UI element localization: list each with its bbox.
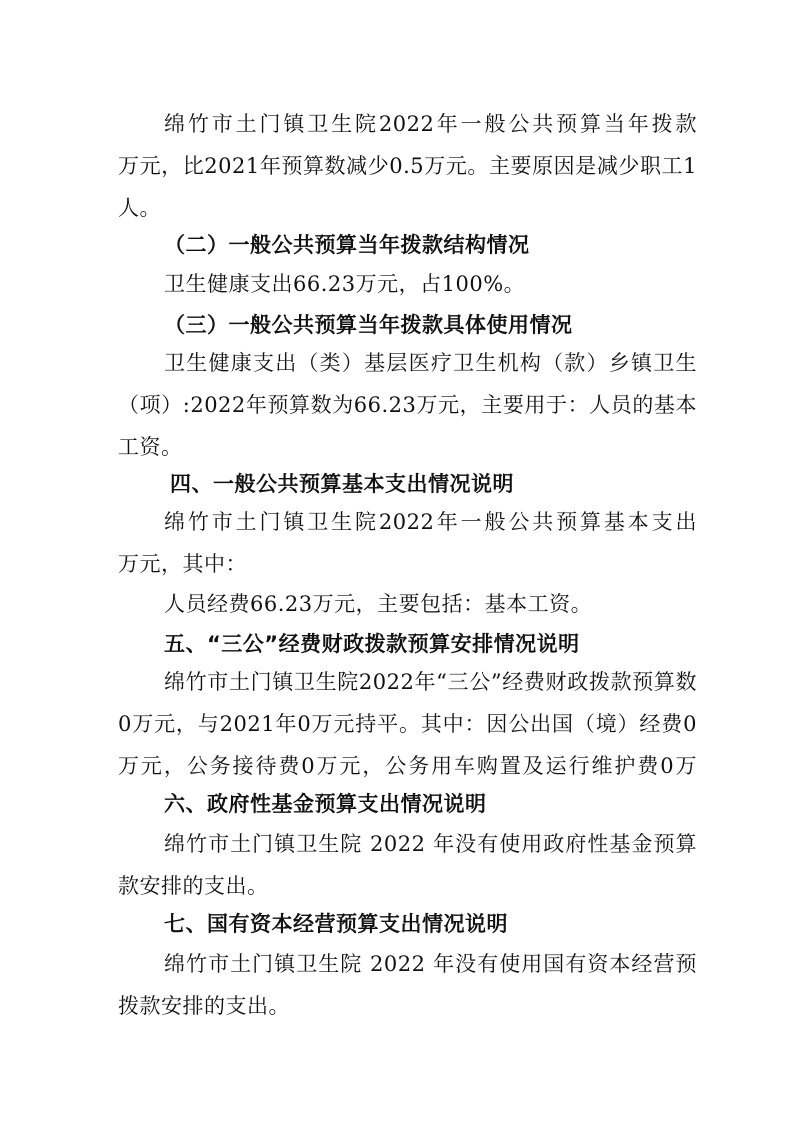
- section-heading: 六、政府性基金预算支出情况说明: [164, 792, 487, 816]
- section-heading: 五、“三公”经费财政拨款预算安排情况说明: [164, 632, 580, 656]
- paragraph-line: 绵竹市土门镇卫生院2022年一般公共预算基本支出: [164, 510, 697, 534]
- paragraph-line: 工资。: [118, 435, 183, 459]
- paragraph-line: 万元，比2021年预算数减少0.5万元。主要原因是减少职工1: [118, 154, 697, 178]
- paragraph-line: 绵竹市土门镇卫生院2022年“三公”经费财政拨款预算数: [164, 670, 697, 694]
- paragraph-line: 卫生健康支出（类）基层医疗卫生机构（款）乡镇卫生: [164, 351, 697, 375]
- section-heading: （二）一般公共预算当年拨款结构情况: [164, 233, 530, 257]
- paragraph-line: 绵竹市土门镇卫生院2022年一般公共预算当年拨款: [164, 112, 697, 136]
- section-heading: 七、国有资本经营预算支出情况说明: [164, 912, 508, 936]
- paragraph-line: 绵竹市土门镇卫生院 2022 年没有使用政府性基金预算: [164, 832, 697, 856]
- paragraph-line: 万元，公务接待费0万元，公务用车购置及运行维护费0万: [118, 754, 697, 778]
- section-heading: 四、一般公共预算基本支出情况说明: [170, 472, 514, 496]
- paragraph-line: 0万元，与2021年0万元持平。其中：因公出国（境）经费0: [118, 712, 697, 736]
- paragraph-line: 人员经费66.23万元，主要包括：基本工资。: [164, 592, 593, 616]
- paragraph-line: 人。: [118, 196, 161, 220]
- paragraph-line: 拨款安排的支出。: [118, 994, 290, 1018]
- paragraph-line: 款安排的支出。: [118, 874, 269, 898]
- section-heading: （三）一般公共预算当年拨款具体使用情况: [164, 313, 573, 337]
- paragraph-line: 万元，其中：: [118, 552, 247, 576]
- paragraph-line: 绵竹市土门镇卫生院 2022 年没有使用国有资本经营预: [164, 952, 697, 976]
- paragraph-line: （项）:2022年预算数为66.23万元，主要用于：人员的基本: [118, 393, 697, 417]
- paragraph-line: 卫生健康支出66.23万元，占100%。: [164, 272, 526, 296]
